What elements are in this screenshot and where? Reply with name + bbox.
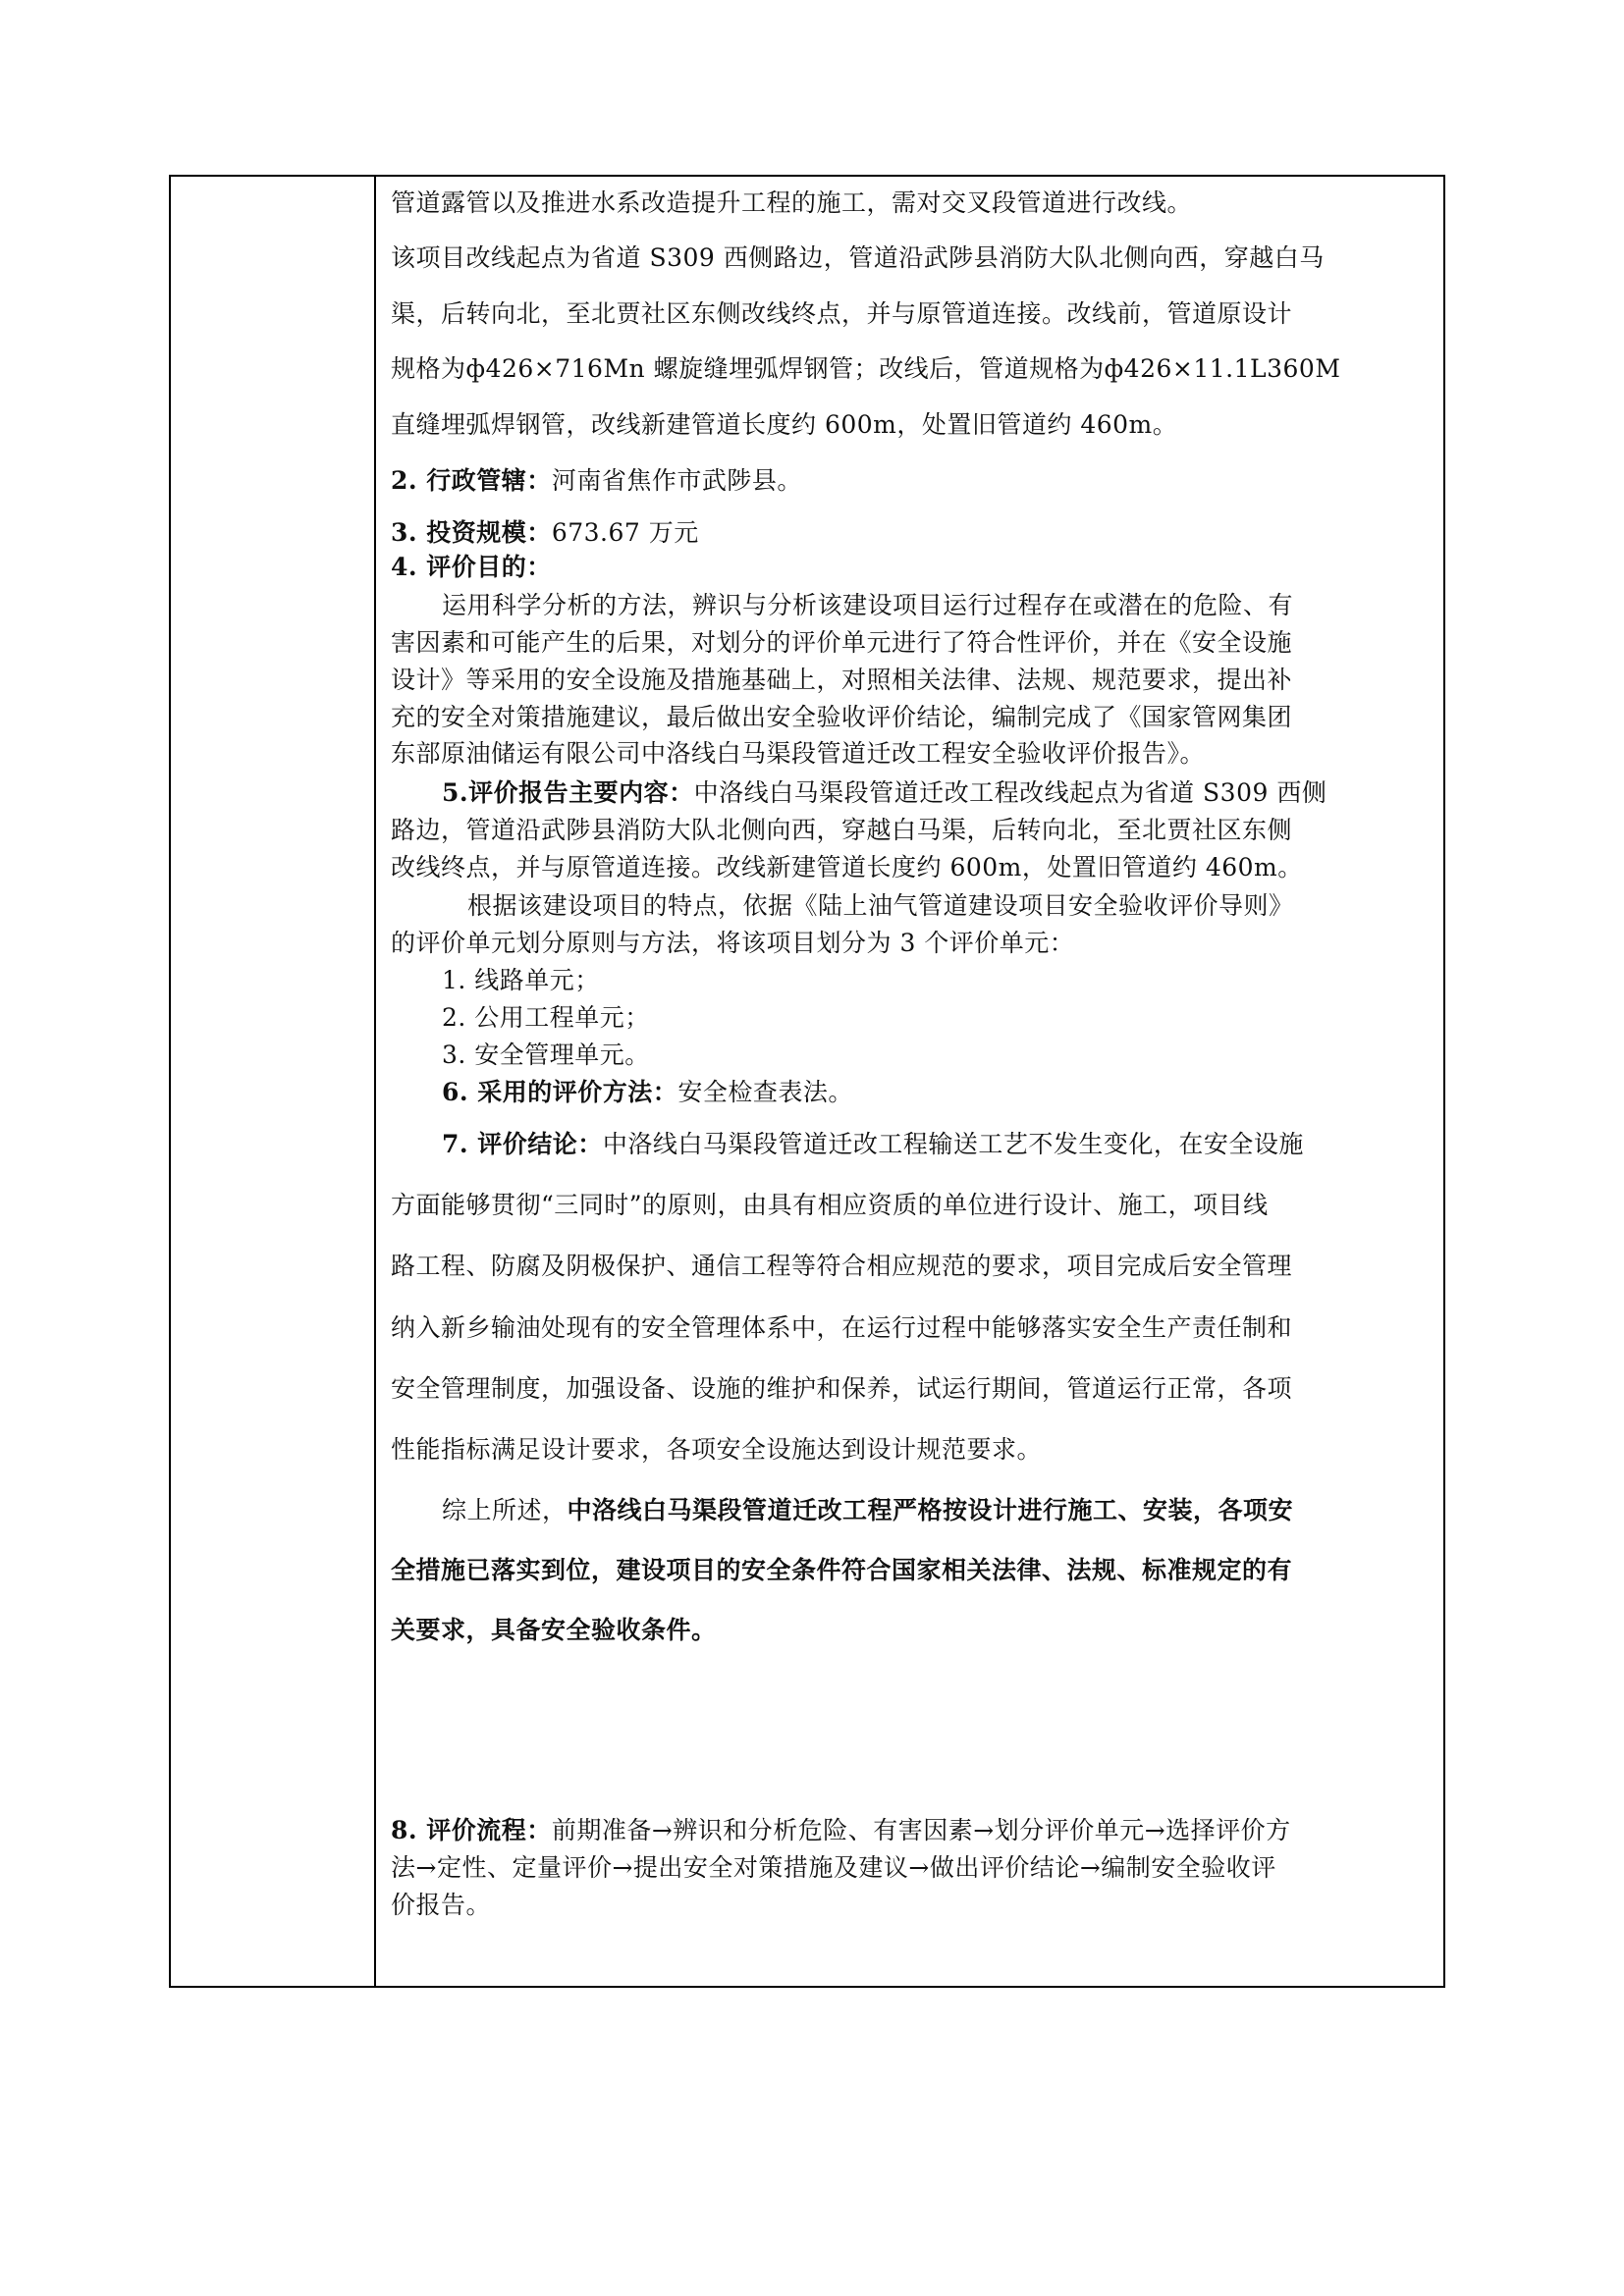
section-4-label: 4. 评价目的： [391,553,552,581]
intro-line-5: 直缝埋弧焊钢管，改线新建管道长度约 600m，处置旧管道约 460m。 [391,410,1178,439]
section-7-line-2: 方面能够贯彻“三同时”的原则，由具有相应资质的单位进行设计、施工，项目线 [391,1191,1269,1219]
conclusion-line-3: 关要求，具备安全验收条件。 [391,1616,717,1644]
section-2-text: 河南省焦作市武陟县。 [551,466,802,495]
section-5-line-4: 根据该建设项目的特点，依据《陆上油气管道建设项目安全验收评价导则》 [467,891,1294,920]
conclusion-prefix: 综上所述， [442,1496,568,1524]
section-8-text-1: 前期准备→辨识和分析危险、有害因素→划分评价单元→选择评价方 [551,1816,1291,1844]
section-2-label: 2. 行政管辖： [391,466,552,495]
section-7-label: 7. 评价结论： [442,1130,603,1158]
section-7-line-1 [391,1132,1430,1156]
section-5-label: 5.评价报告主要内容： [442,778,694,807]
section-7-line-4: 纳入新乡输油处现有的安全管理体系中，在运行过程中能够落实安全生产责任制和 [391,1313,1293,1342]
conclusion-line-1 [391,1498,1430,1522]
section-7-line-3: 路工程、防腐及阴极保护、通信工程等符合相应规范的要求，项目完成后安全管理 [391,1252,1293,1280]
intro-line-2: 该项目改线起点为省道 S309 西侧路边，管道沿武陟县消防大队北侧向西，穿越白马 [391,243,1325,272]
section-4-line-3: 设计》等采用的安全设施及措施基础上，对照相关法律、法规、规范要求，提出补 [391,666,1293,694]
column-divider [374,177,376,1986]
intro-line-4: 规格为ф426×716Mn 螺旋缝埋弧焊钢管；改线后，管道规格为ф426×11.1L360M [391,354,1341,383]
section-7-text-1: 中洛线白马渠段管道迁改工程输送工艺不发生变化，在安全设施 [602,1130,1304,1158]
section-8-line-1 [391,1818,1430,1842]
content-table [169,175,1445,1988]
conclusion-text-1: 中洛线白马渠段管道迁改工程严格按设计进行施工、安装，各项安 [567,1496,1294,1524]
section-5-line-2: 路边，管道沿武陟县消防大队北侧向西，穿越白马渠，后转向北，至北贾社区东侧 [391,816,1293,844]
section-6-method [391,1080,1430,1104]
section-4-line-1: 运用科学分析的方法，辨识与分析该建设项目运行过程存在或潜在的危险、有 [442,591,1294,619]
section-4-line-2: 害因素和可能产生的后果，对划分的评价单元进行了符合性评价，并在《安全设施 [391,628,1293,657]
section-5-line-3: 改线终点，并与原管道连接。改线新建管道长度约 600m，处置旧管道约 460m。 [391,853,1303,881]
conclusion-line-2: 全措施已落实到位，建设项目的安全条件符合国家相关法律、法规、标准规定的有 [391,1556,1293,1584]
section-8-line-3: 价报告。 [391,1891,492,1919]
intro-line-3: 渠，后转向北，至北贾社区东侧改线终点，并与原管道连接。改线前，管道原设计 [391,299,1293,328]
section-8-label: 8. 评价流程： [391,1816,552,1844]
section-4-line-5: 东部原油储运有限公司中洛线白马渠段管道迁改工程安全验收评价报告》。 [391,739,1206,768]
unit-item-2: 2. 公用工程单元； [442,1003,650,1032]
section-3-investment [391,520,1430,545]
section-8-line-2: 法→定性、定量评价→提出安全对策措施及建议→做出评价结论→编制安全验收评 [391,1853,1276,1882]
unit-item-3: 3. 安全管理单元。 [442,1041,650,1069]
section-4-line-4: 充的安全对策措施建议，最后做出安全验收评价结论，编制完成了《国家管网集团 [391,703,1293,731]
section-3-label: 3. 投资规模： [391,518,552,547]
section-7-line-5: 安全管理制度，加强设备、设施的维护和保养，试运行期间，管道运行正常，各项 [391,1374,1293,1403]
section-2-jurisdiction [391,468,1430,493]
section-5-line-5: 的评价单元划分原则与方法，将该项目划分为 3 个评价单元： [391,929,1075,957]
section-6-label: 6. 采用的评价方法： [442,1078,678,1106]
section-7-line-6: 性能指标满足设计要求，各项安全设施达到设计规范要求。 [391,1435,1043,1464]
intro-line-1: 管道露管以及推进水系改造提升工程的施工，需对交叉段管道进行改线。 [391,188,1193,217]
section-3-text: 673.67 万元 [551,518,699,547]
unit-item-1: 1. 线路单元； [442,966,600,994]
section-6-text: 安全检查表法。 [677,1078,853,1106]
section-5-text-1: 中洛线白马渠段管道迁改工程改线起点为省道 S309 西侧 [693,778,1327,807]
section-5-line-1 [391,780,1430,805]
right-cell [391,177,1430,1986]
